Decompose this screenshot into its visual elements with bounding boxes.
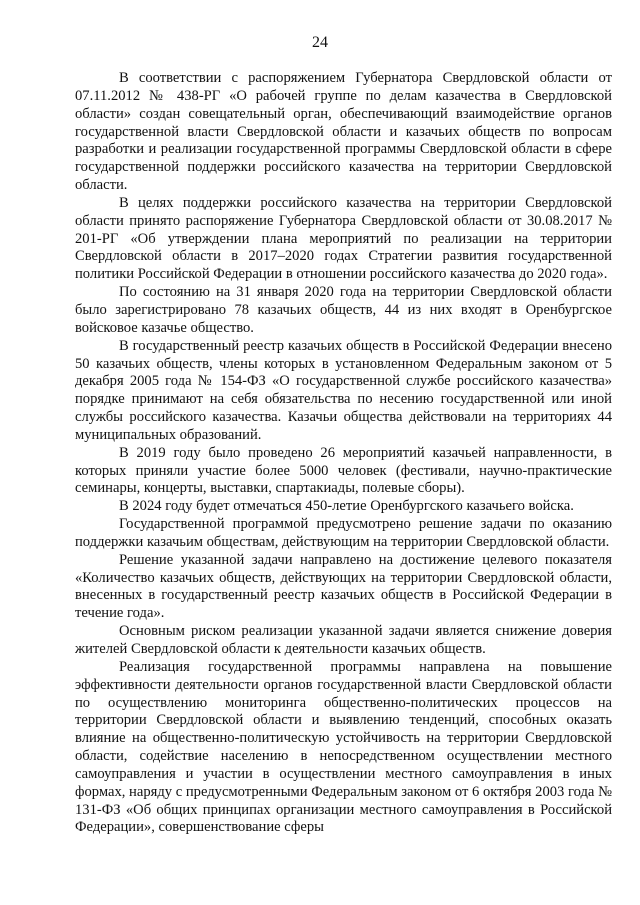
paragraph-6: В 2024 году будет отмечаться 450-летие Оренбургского казачьего войска. bbox=[119, 498, 574, 515]
paragraph-4: В государственный реестр казачьих обществ в Российской Федерации внесено 50 казачьих обществ, члены которых в установленном Федеральным законом от 5 декабря 2005 года № 154-ФЗ «О государственной службе российского казачества» порядке принимают на себя обязательства по несению государственной или иной службы российского казачества. Казачьи общества действовали на территориях 44 муниципальных образований. bbox=[75, 337, 612, 443]
paragraph-3: По состоянию на 31 января 2020 года на территории Свердловской области было зарегистрировано 78 казачьих обществ, 44 из них входят в Оренбургское войсковое казачье общество. bbox=[75, 284, 612, 336]
paragraph-2: В целях поддержки российского казачества на территории Свердловской области принято распоряжение Губернатора Свердловской области от 30.08.2017 № 201-РГ «Об утверждении плана мероприятий по реализации на территории Свердловской области в 2017–2020 годах Стратегии развития государственной политики Российской Федерации в отношении российского казачества до 2020 года». bbox=[75, 194, 612, 283]
paragraph-9: Основным риском реализации указанной задачи является снижение доверия жителей Свердловской области к деятельности казачьих обществ. bbox=[75, 623, 612, 657]
paragraph-8: Решение указанной задачи направлено на достижение целевого показателя «Количество казачьих обществ, действующих на территории Свердловской области, внесенных в государственный реестр казачьих обществ в Российской Федерации в течение года». bbox=[75, 551, 612, 622]
paragraph-10: Реализация государственной программы направлена на повышение эффективности деятельности органов государственной власти Свердловской области по осуществлению мониторинга общественно-политических процессов на территории Свердловской области и выявлению тенденций, способных оказать влияние на общественно-политическую устойчивость на территории Свердловской области, содействие населению в непосредственном осуществлении местного самоуправления и участии в осуществлении местного самоуправления в иных формах, наряду с предусмотренными Федеральным законом от 6 октября 2003 года № 131-ФЗ «Об общих принципах организации местного самоуправления в Российской Федерации», совершенствование сферы bbox=[75, 658, 612, 836]
paragraph-5: В 2019 году было проведено 26 мероприятий казачьей направленности, в которых приняли участие более 5000 человек (фестивали, научно-практические семинары, концерты, выставки, спартакиады, полевые сборы). bbox=[75, 444, 612, 497]
paragraph-1: В соответствии с распоряжением Губернатора Свердловской области от 07.11.2012 № 438-РГ «О рабочей группе по делам казачества в Свердловской области» создан совещательный орган, обеспечивающий взаимодействие органов государственной власти Свердловской области и казачьих обществ по вопросам разработки и реализации государственной программы Свердловской области в сфере государственной поддержки российского казачества на территории Свердловской области. bbox=[75, 70, 612, 194]
page-number: 24 bbox=[312, 34, 328, 51]
paragraph-7: Государственной программой предусмотрено решение задачи по оказанию поддержки казачьим обществам, действующим на территории Свердловской области. bbox=[75, 516, 612, 550]
document-body bbox=[75, 70, 612, 837]
